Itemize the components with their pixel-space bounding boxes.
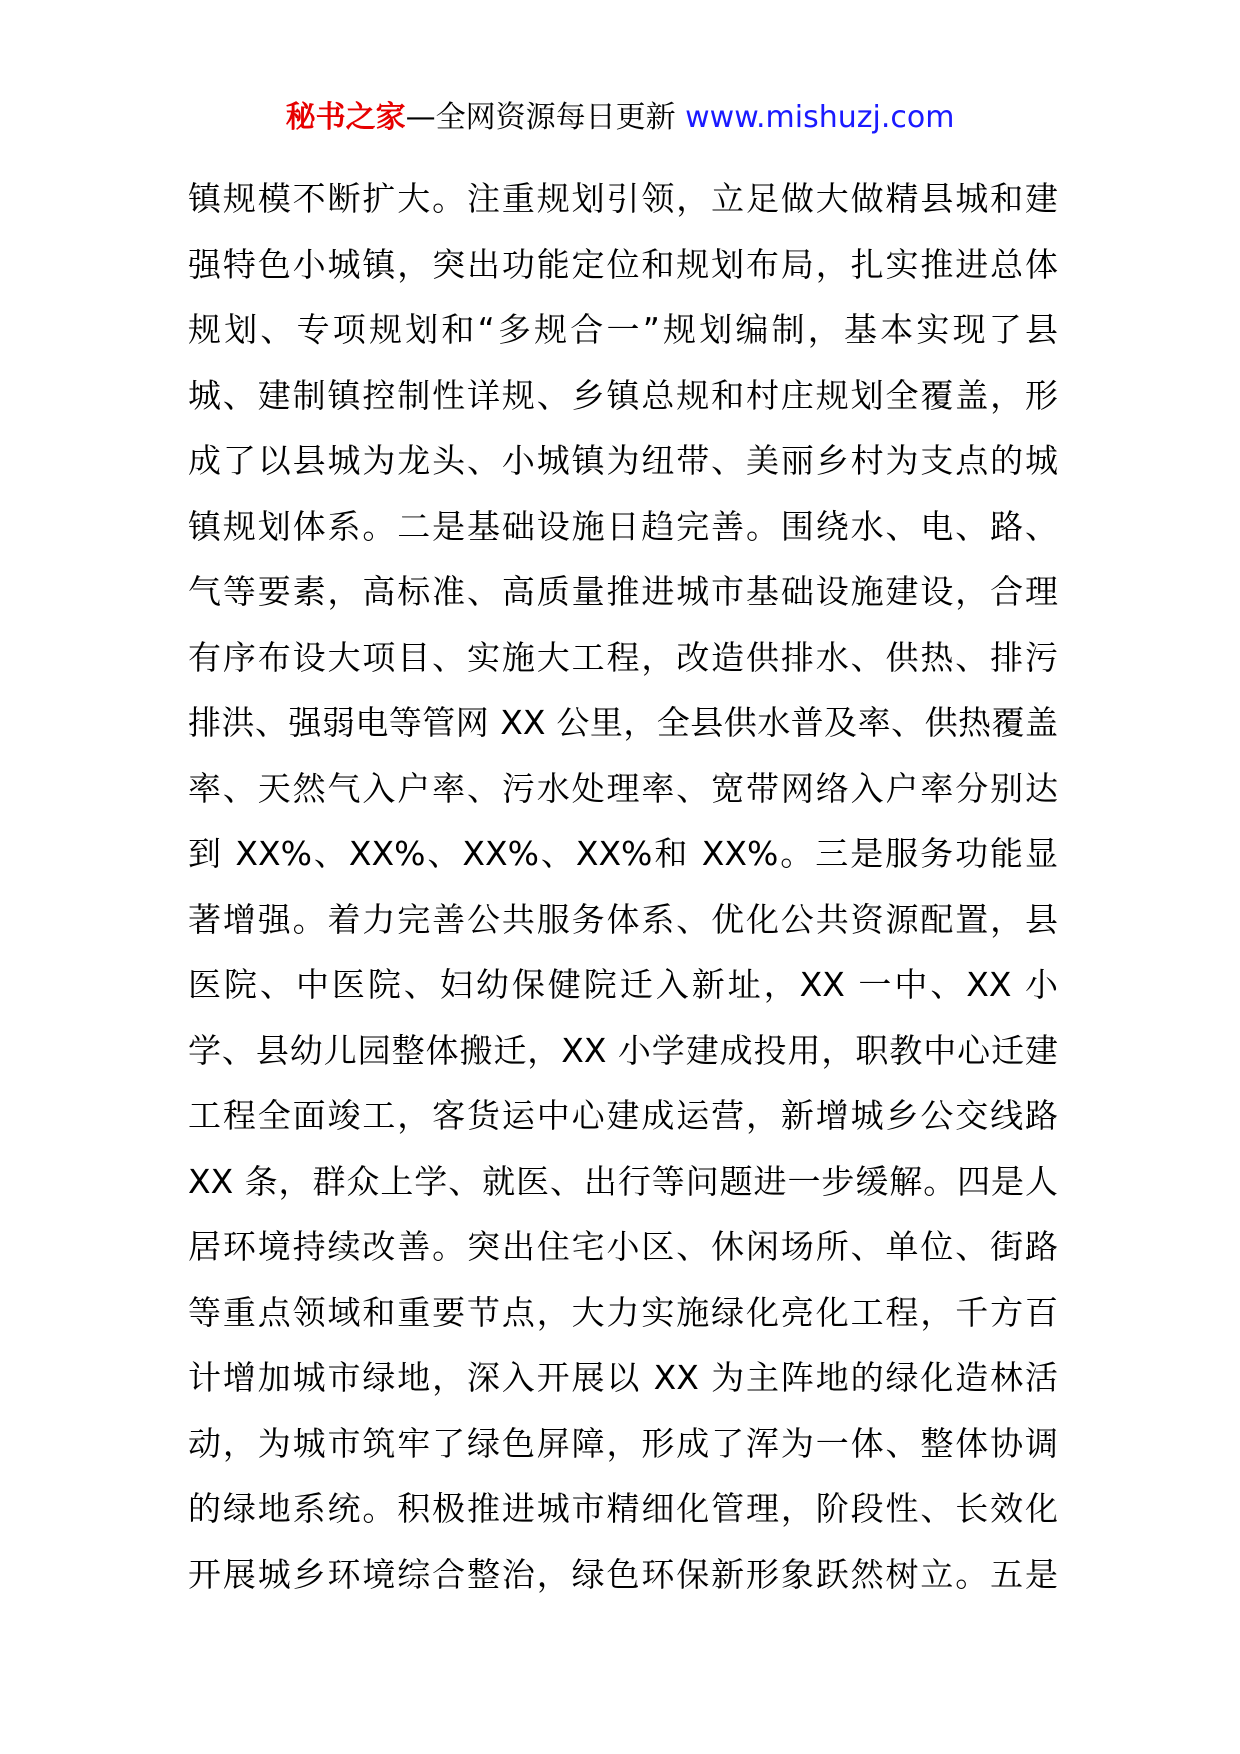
text-line: 的绿地系统。积极推进城市精细化管理，阶段性、长效化: [188, 1489, 1058, 1528]
text-line: 工程全面竣工，客货运中心建成运营，新增城乡公交线路: [188, 1096, 1058, 1135]
document-body: [188, 166, 1058, 1607]
text-line: 规划、专项规划和“多规合一”规划编制，基本实现了县: [188, 310, 1058, 349]
text-line: 强特色小城镇，突出功能定位和规划布局，扎实推进总体: [188, 244, 1058, 284]
text-line: 成了以县城为龙头、小城镇为纽带、美丽乡村为支点的城: [188, 441, 1058, 480]
text-line: 排洪、强弱电等管网 XX 公里，全县供水普及率、供热覆盖: [188, 703, 1058, 742]
text-line: 气等要素，高标准、高质量推进城市基础设施建设，合理: [188, 572, 1058, 611]
text-line: 医院、中医院、妇幼保健院迁入新址，XX 一中、XX 小: [188, 965, 1058, 1004]
text-line: 镇规划体系。二是基础设施日趋完善。围绕水、电、路、: [188, 506, 1058, 546]
text-line: 到 XX%、XX%、XX%、XX%和 XX%。三是服务功能显: [188, 834, 1058, 873]
text-line: 著增强。着力完善公共服务体系、优化公共资源配置，县: [188, 899, 1058, 939]
text-line: 有序布设大项目、实施大工程，改造供排水、供热、排污: [188, 637, 1058, 677]
text-line: 居环境持续改善。突出住宅小区、休闲场所、单位、街路: [188, 1227, 1058, 1266]
site-header: [0, 98, 1240, 138]
site-url[interactable]: www.mishuzj.com: [685, 100, 955, 135]
text-line: 学、县幼儿园整体搬迁，XX 小学建成投用，职教中心迁建: [188, 1030, 1058, 1070]
text-line: 动，为城市筑牢了绿色屏障，形成了浑为一体、整体协调: [188, 1423, 1058, 1463]
site-tagline: —全网资源每日更新: [405, 100, 686, 135]
text-line: 率、天然气入户率、污水处理率、宽带网络入户率分别达: [188, 768, 1058, 808]
text-line: 计增加城市绿地，深入开展以 XX 为主阵地的绿化造林活: [188, 1358, 1058, 1397]
text-line: XX 条，群众上学、就医、出行等问题进一步缓解。四是人: [188, 1161, 1058, 1201]
site-brand: 秘书之家: [285, 100, 406, 135]
text-line: 镇规模不断扩大。注重规划引领，立足做大做精县城和建: [188, 179, 1058, 218]
text-line: 开展城乡环境综合整治，绿色环保新形象跃然树立。五是: [188, 1554, 1058, 1594]
text-line: 城、建制镇控制性详规、乡镇总规和村庄规划全覆盖，形: [188, 375, 1058, 415]
text-line: 等重点领域和重要节点，大力实施绿化亮化工程，千方百: [188, 1292, 1058, 1332]
